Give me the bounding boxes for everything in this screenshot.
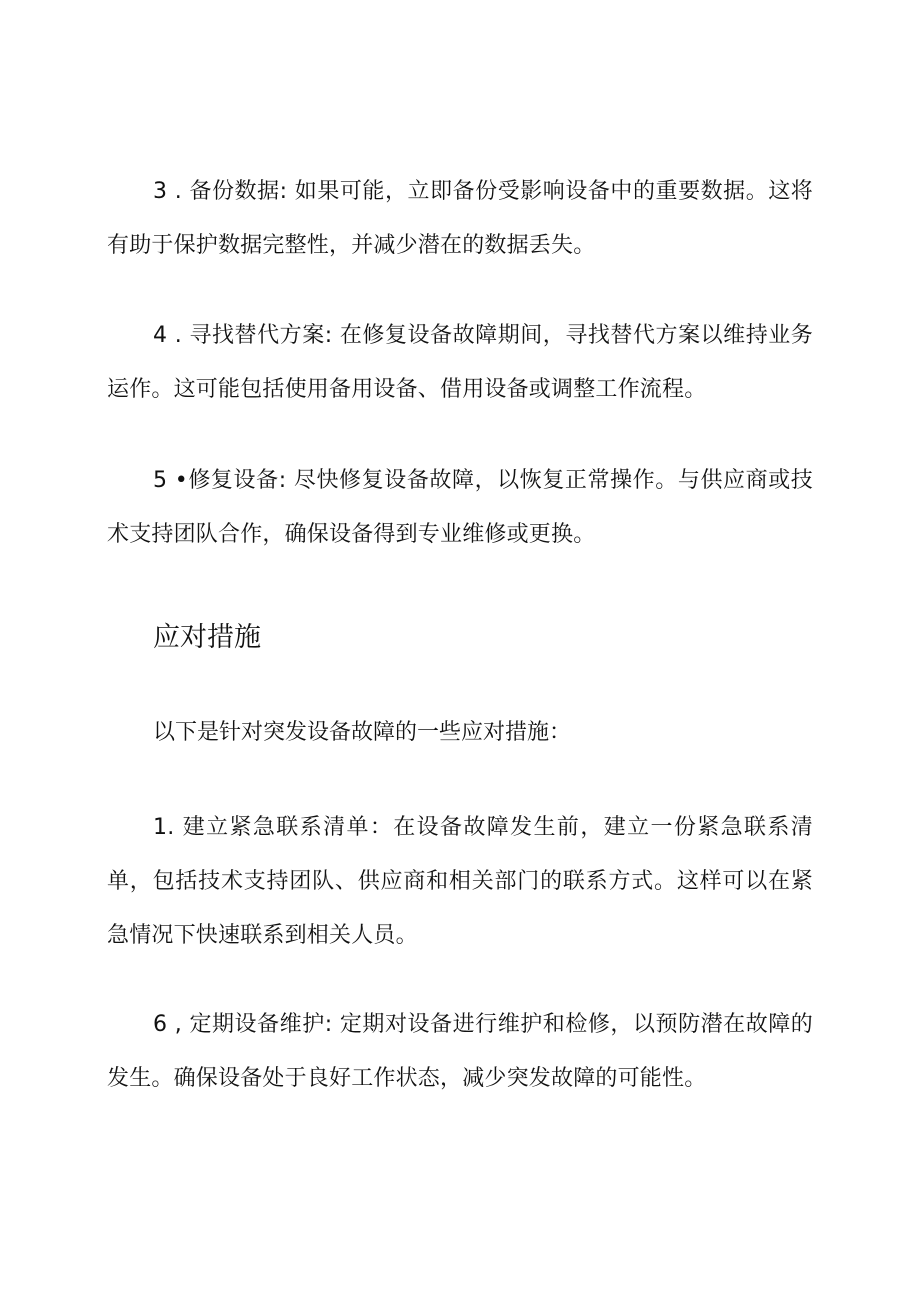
paragraph-repair-equipment: 5 •修复设备: 尽快修复设备故障，以恢复正常操作。与供应商或技术支持团队合作，确保设备得到专业维修或更换。 [107,468,813,547]
paragraph-find-alternative: 4 . 寻找替代方案: 在修复设备故障期间，寻找替代方案以维持业务运作。这可能包括使用备用设备、借用设备或调整工作流程。 [107,323,813,402]
section-intro: 以下是针对突发设备故障的一些应对措施： [153,720,572,745]
paragraph-backup-data: 3 . 备份数据: 如果可能，立即备份受影响设备中的重要数据。这将有助于保护数据完整性，并减少潜在的数据丢失。 [107,179,813,258]
paragraph-regular-maintenance: 6 , 定期设备维护: 定期对设备进行维护和检修，以预防潜在故障的发生。确保设备处于良好工作状态，减少突发故障的可能性。 [107,1012,813,1091]
paragraph-emergency-contacts: 1. 建立紧急联系清单：在设备故障发生前，建立一份紧急联系清单，包括技术支持团队、供应商和相关部门的联系方式。这样可以在紧急情况下快速联系到相关人员。 [107,815,813,948]
section-heading: 应对措施 [153,622,261,653]
